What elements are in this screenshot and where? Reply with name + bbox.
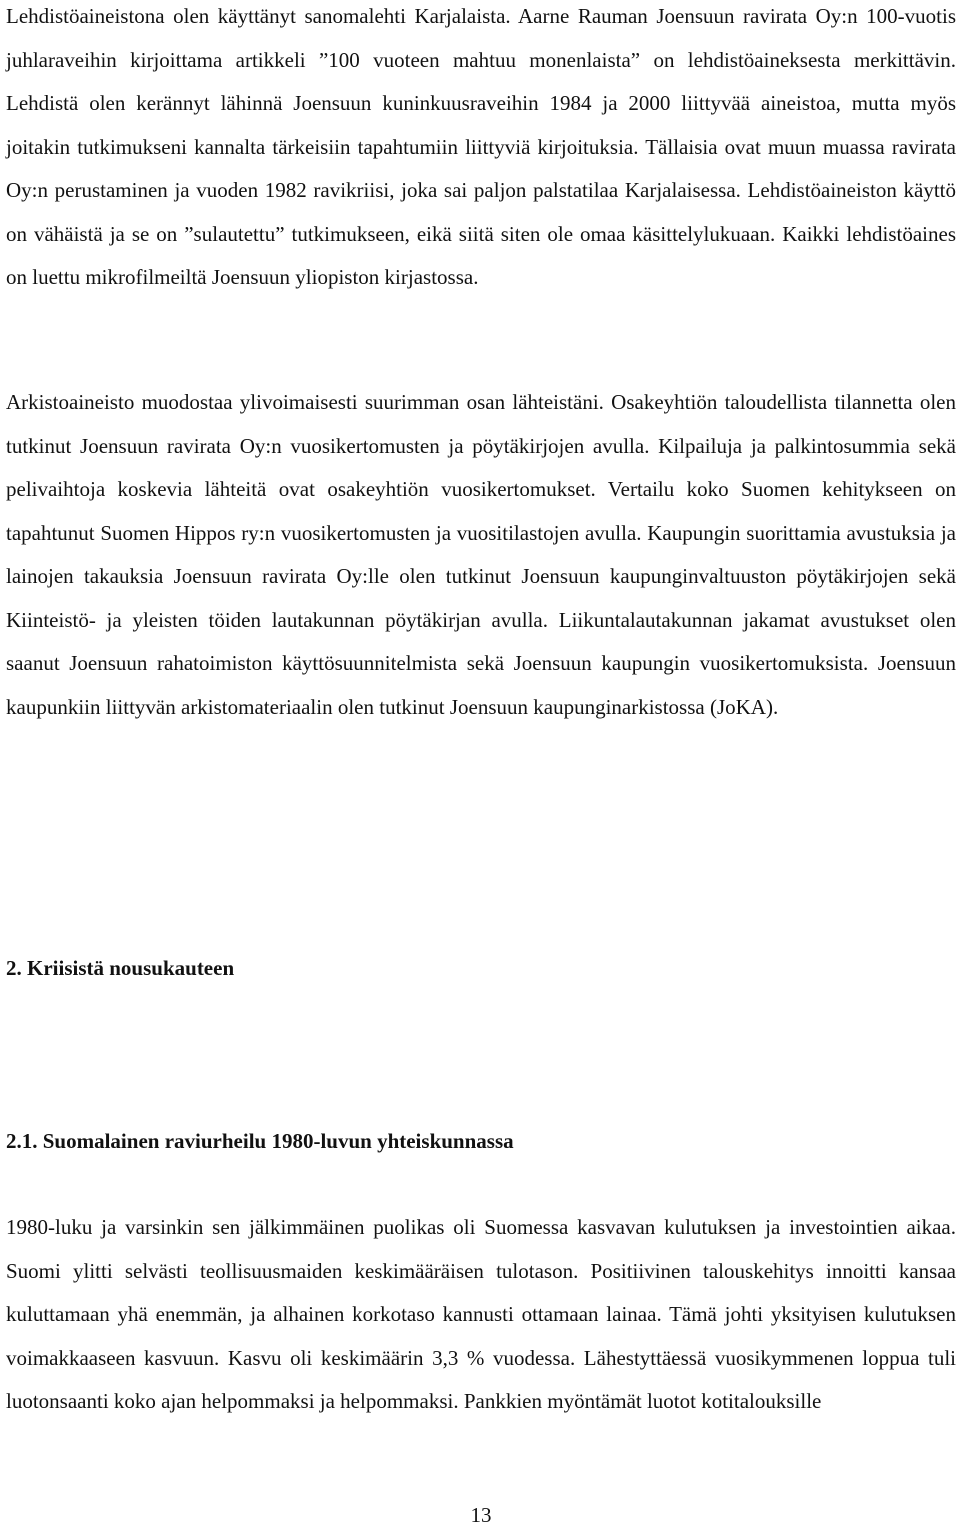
section-heading: 2. Kriisistä nousukauteen	[6, 956, 235, 980]
page-number: 13	[470, 1503, 492, 1527]
paragraph-archive-sources: Arkistoaineisto muodostaa ylivoimaisesti suurimman osan lähteistäni. Osakeyhtiön taloudellista tilannetta olen tutkinut Joensuun ravirata Oy:n vuosikertomusten ja pöytäkirjojen avulla. Kilpailuja ja palkintosummia sekä pelivaihtoja koskevia lähteitä ovat osakeyhtiön vuosikertomukset. Vertailu koko Suomen kehitykseen on tapahtunut Suomen Hippos ry:n vuosikertomusten ja vuositilastojen avulla. Kaupungin suorittamia avustuksia ja lainojen takauksia Joensuun ravirata Oy:lle olen tutkinut Joensuun kaupunginvaltuuston pöytäkirjojen sekä Kiinteistö- ja yleisten töiden lautakunnan pöytäkirjan avulla. Liikuntalautakunnan jakamat avustukset olen saanut Joensuun rahatoimiston käyttösuunnitelmista sekä Joensuun kaupungin vuosikertomuksista. Joensuun kaupunkiin liittyvän arkistomateriaalin olen tutkinut Joensuun kaupunginarkistossa (JoKA).	[6, 390, 956, 719]
paragraph-press-sources: Lehdistöaineistona olen käyttänyt sanomalehti Karjalaista. Aarne Rauman Joensuun ravirata Oy:n 100-vuotis juhlaraveihin kirjoittama artikkeli ”100 vuoteen mahtuu monenlaista” on lehdistöaineksesta merkittävin. Lehdistä olen kerännyt lähinnä Joensuun kuninkuusraveihin 1984 ja 2000 liittyvää aineistoa, mutta myös joitakin tutkimukseni kannalta tärkeisiin tapahtumiin liittyviä kirjoituksia. Tällaisia ovat muun muassa ravirata Oy:n perustaminen ja vuoden 1982 ravikriisi, joka sai paljon palstatilaa Karjalaisessa. Lehdistöaineiston käyttö on vähäistä ja se on ”sulautettu” tutkimukseen, eikä siitä siten ole omaa käsittelylukuaan. Kaikki lehdistöaines on luettu mikrofilmeiltä Joensuun yliopiston kirjastossa.	[6, 4, 956, 289]
document-page	[6, 0, 956, 1537]
subsection-heading: 2.1. Suomalainen raviurheilu 1980-luvun yhteiskunnassa	[6, 1129, 514, 1153]
paragraph-1980s-economy: 1980-luku ja varsinkin sen jälkimmäinen puolikas oli Suomessa kasvavan kulutuksen ja investointien aikaa. Suomi ylitti selvästi teollisuusmaiden keskimääräisen tulotason. Positiivinen talouskehitys innoitti kansaa kuluttamaan yhä enemmän, ja alhainen korkotaso kannusti ottamaan lainaa. Tämä johti yksityisen kulutuksen voimakkaaseen kasvuun. Kasvu oli keskimäärin 3,3 % vuodessa. Lähestyttäessä vuosikymmenen loppua tuli luotonsaanti koko ajan helpommaksi ja helpommaksi. Pankkien myöntämät luotot kotitalouksille	[6, 1215, 956, 1413]
